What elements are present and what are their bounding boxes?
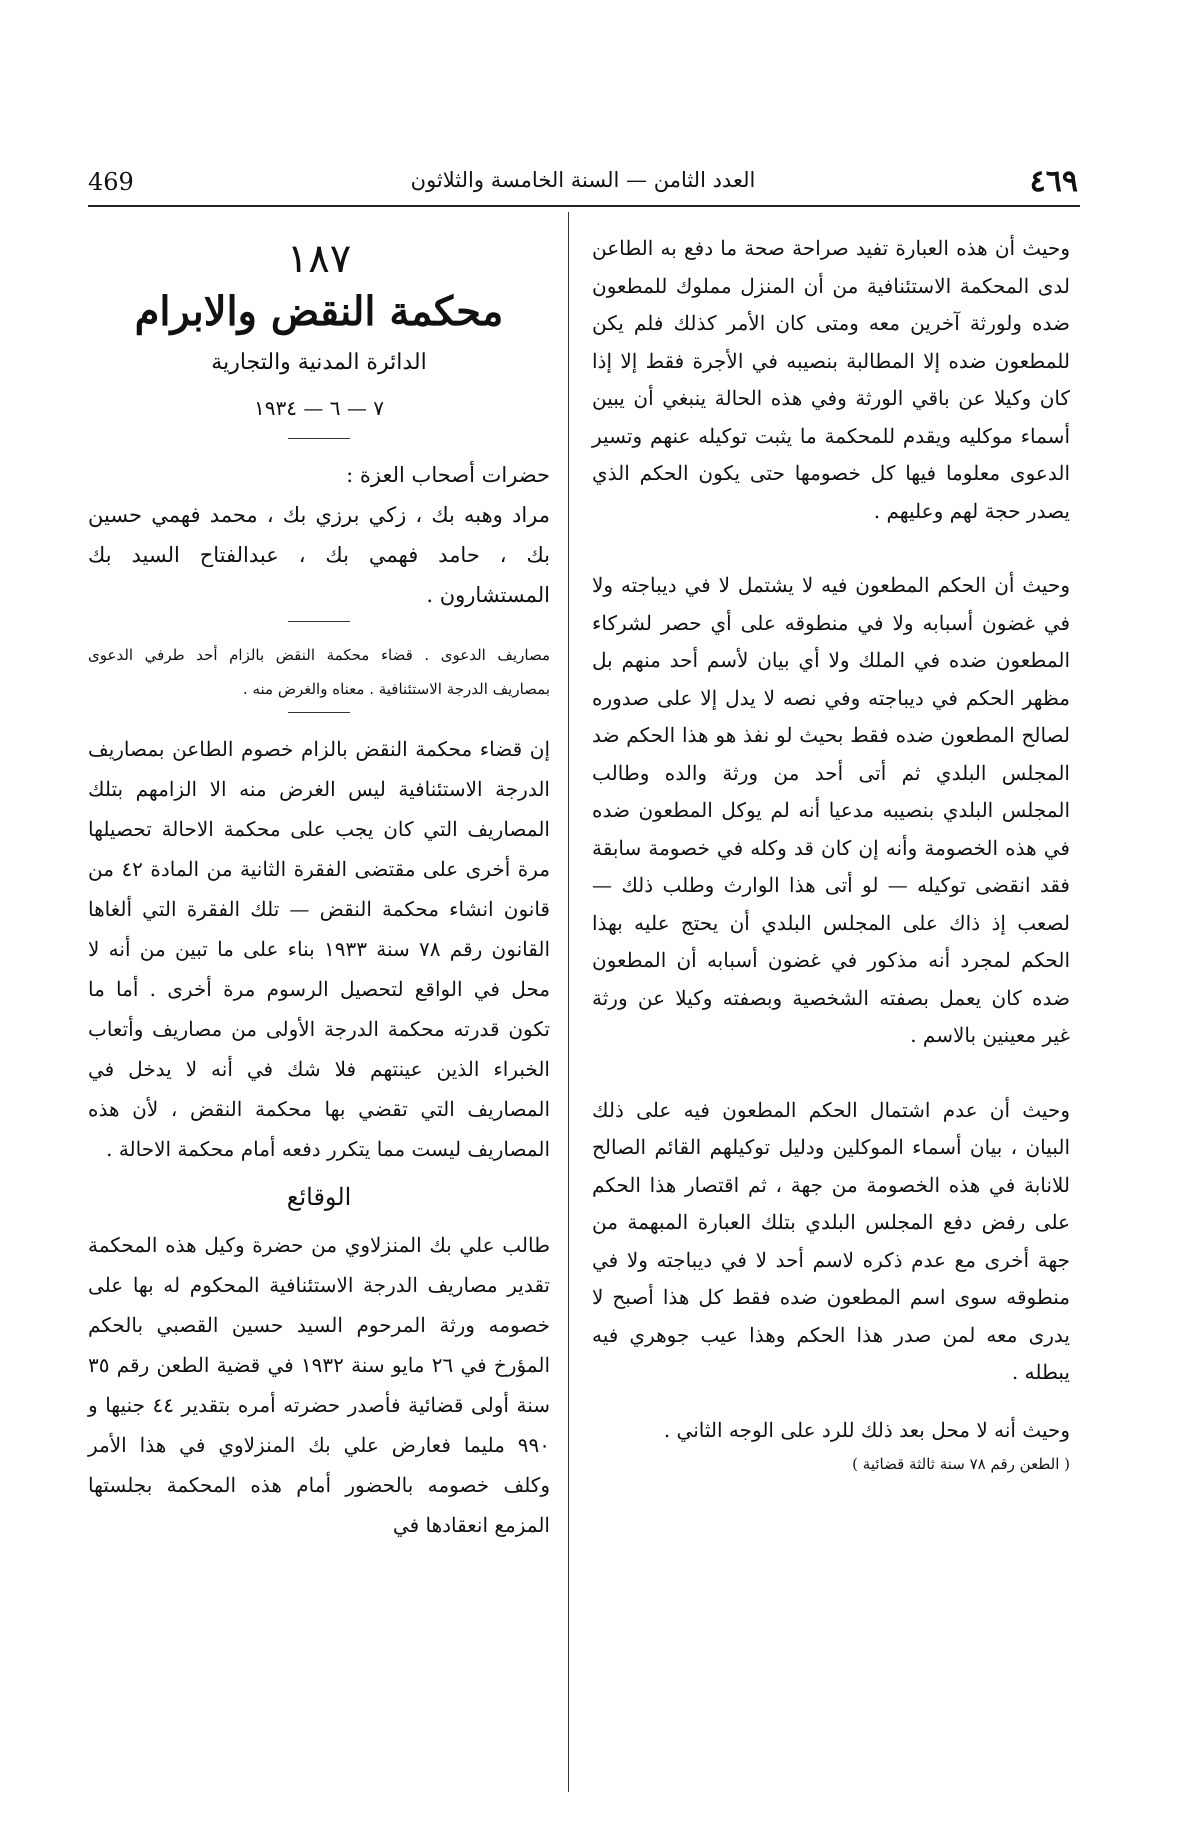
header-rule xyxy=(88,205,1080,207)
separator xyxy=(288,712,350,713)
keywords: مصاريف الدعوى . قضاء محكمة النقض بالزام أحد طرفي الدعوى بمصاريف الدرجة الاستئنافية . معناه والغرض منه . xyxy=(88,646,550,698)
circuit-name: الدائرة المدنية والتجارية xyxy=(211,350,427,375)
facts-heading: الوقائع xyxy=(286,1183,352,1211)
separator xyxy=(288,438,350,439)
left-column xyxy=(88,230,550,1545)
citation-note: ( الطعن رقم ٧٨ سنة ثالثة قضائية ) xyxy=(852,1455,1070,1473)
legal-principle: إن قضاء محكمة النقض بالزام خصوم الطاعن بمصاريف الدرجة الاستئنافية ليس الغرض منه الا الزامهم بتلك المصاريف التي كان يجب على محكمة الاحالة تحصيلها مرة أخرى على مقتضى الفقرة الثانية من المادة ٤٢ من قانون انشاء محكمة النقض — تلك الفقرة التي ألغاها القانون رقم ٧٨ سنة ١٩٣٣ بناء على ما تبين من أنه لا محل في الواقع لتحصيل الرسوم مرة أخرى . أما ما تكون قدرته محكمة الدرجة الأولى من مصاريف وأتعاب الخبراء الذين عينتهم فلا شك في أنه لا يدخل في المصاريف التي تقضي بها محكمة النقض ، لأن هذه المصاريف ليست مما يتكرر دفعه أمام محكمة الاحالة . xyxy=(88,737,550,1161)
judgment-date: ٧ — ٦ — ١٩٣٤ xyxy=(254,396,384,420)
running-title: العدد الثامن — السنة الخامسة والثلاثون xyxy=(410,168,756,192)
case-number: ١٨٧ xyxy=(286,236,352,282)
judges-list: مراد وهبه بك ، زكي برزي بك ، محمد فهمي حسين بك ، حامد فهمي بك ، عبدالفتاح السيد بك المستشارون . xyxy=(88,503,550,607)
running-header xyxy=(88,160,1078,200)
page-number-arabic: ٤٦٩ xyxy=(1029,164,1078,199)
judges-heading: حضرات أصحاب العزة : xyxy=(346,463,550,487)
paragraph: وحيث أن هذه العبارة تفيد صراحة صحة ما دفع به الطاعن لدى المحكمة الاستئنافية من أن المنزل مملوك للمطعون ضده ولورثة آخرين معه ومتى كان الأمر كذلك فلم يكن للمطعون ضده إلا المطالبة بنصيبه في الأجرة فقط إلا إذا كان وكيلا عن باقي الورثة وفي هذه الحالة ينبغي أن يبين أسماء موكليه ويقدم للمحكمة ما يثبت توكيله عنهم وتسير الدعوى معلوما فيها كل خصومها حتى يكون الحكم الذي يصدر حجة لهم وعليهم . xyxy=(592,236,1071,523)
court-name: محكمة النقض والابرام xyxy=(134,288,504,335)
facts-text: طالب علي بك المنزلاوي من حضرة وكيل هذه المحكمة تقدير مصاريف الدرجة الاستئنافية المحكوم له بها على خصومه ورثة المرحوم السيد حسين القصبي بالحكم المؤرخ في ٢٦ مايو سنة ١٩٣٢ في قضية الطعن رقم ٣٥ سنة أولى قضائية فأصدر حضرته أمره بتقدير ٤٤ جنيها و ٩٩٠ مليما فعارض علي بك المنزلاوي في هذا الأمر وكلف خصومه بالحضور أمام هذه المحكمة بجلستها المزمع انعقادها في xyxy=(88,1233,551,1537)
paragraph: وحيث أن عدم اشتمال الحكم المطعون فيه على ذلك البيان ، بيان أسماء الموكلين ودليل توكيلهم القائم الصالح للانابة في هذه الخصومة من جهة ، ثم اقتصار هذا الحكم على رفض دفع المجلس البلدي بتلك العبارة المبهمة من جهة أخرى مع عدم ذكره لاسم أحد لا في ديباجته ولا في منطوقه سوى اسم المطعون ضده فقط كل هذا أصبح لا يدرى معه لمن صدر هذا الحكم وهذا عيب جوهري فيه يبطله . xyxy=(592,1097,1070,1384)
paragraph: وحيث أن الحكم المطعون فيه لا يشتمل لا في ديباجته ولا في غضون أسبابه ولا في منطوقه على أي حصر لشركاء المطعون ضده في الملك ولا أي بيان لأسم أحد منهم بل مظهر الحكم في ديباجته وفي نصه لا يدل إلا على صدوره لصالح المطعون ضده فقط بحيث لو نفذ هو هذا الحكم ضد المجلس البلدي ثم أتى أحد من ورثة والده وطالب المجلس البلدي بنصيبه مدعيا أنه لم يوكل المطعون ضده في هذه الخصومة وأنه إن كان قد وكله في خصومة سابقة فقد انقضى توكيله — لو أتى هذا الوارث وطلب ذلك — لصعب إذ ذاك على المجلس البلدي أن يحتج عليه بهذا الحكم لمجرد أنه مذكور في غضون أسبابه أن المطعون ضده كان يعمل بصفته الشخصية وبصفته وكيلا عن ورثة غير معينين بالاسم . xyxy=(592,573,1070,1047)
paragraph: وحيث أنه لا محل بعد ذلك للرد على الوجه الثاني . xyxy=(663,1417,1070,1442)
right-column xyxy=(592,230,1070,1479)
page-number-latin: 469 xyxy=(88,168,134,196)
separator xyxy=(288,621,350,622)
column-divider xyxy=(568,212,569,1792)
